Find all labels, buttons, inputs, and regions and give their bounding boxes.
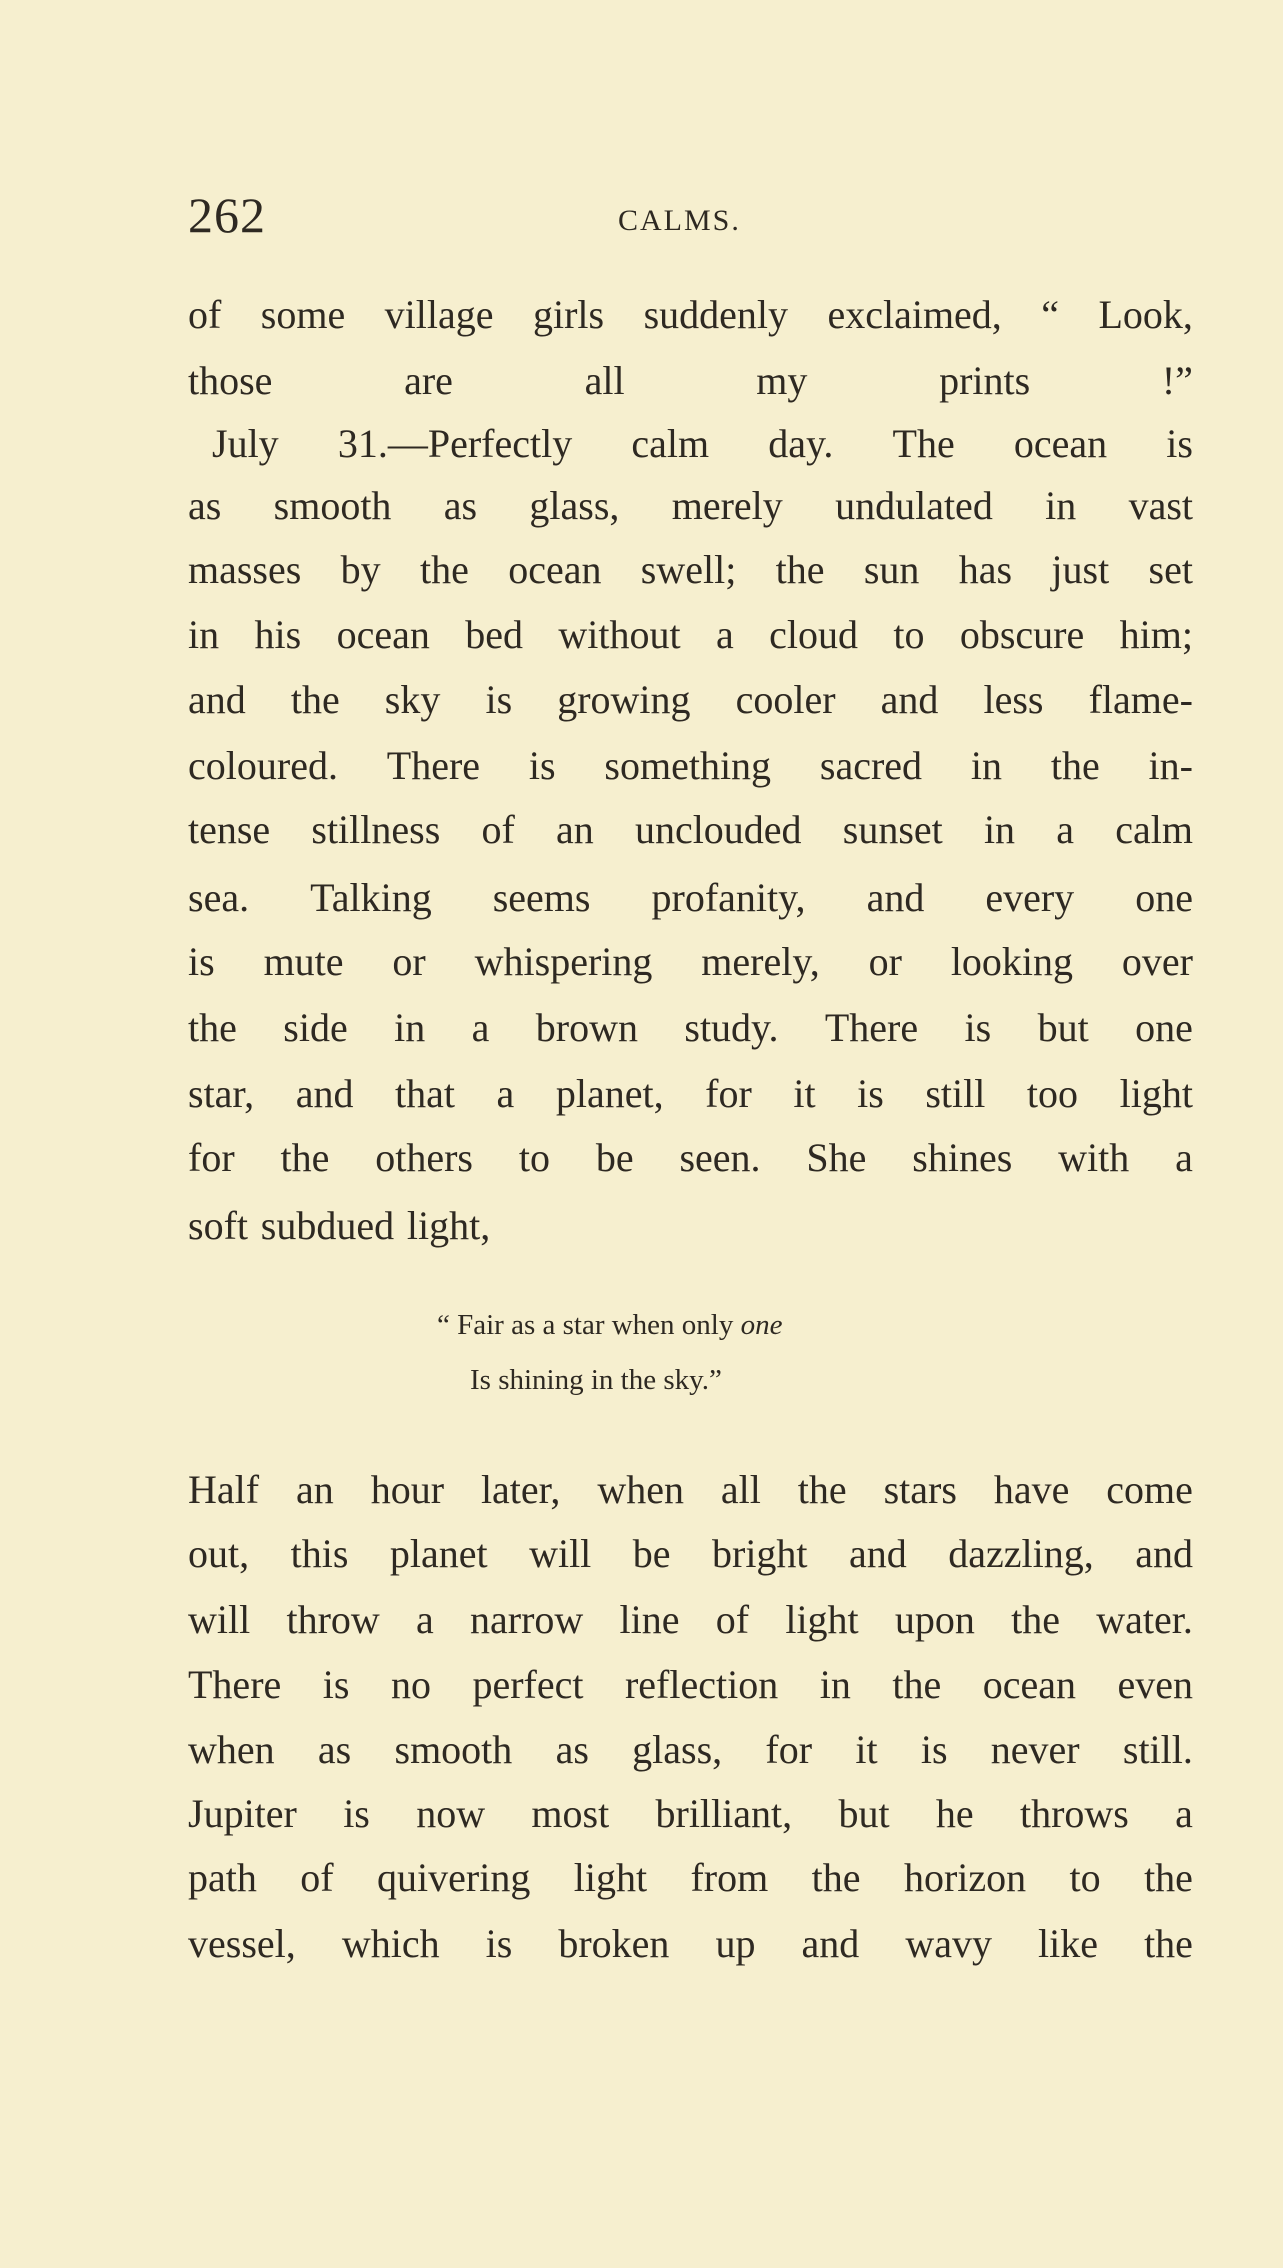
word: of [481,807,515,852]
word: be [595,1135,634,1180]
text-line [188,1460,1193,1520]
verse-emphasis: one [740,1309,783,1341]
word: the [280,1135,330,1180]
word: be [632,1531,671,1576]
word: suddenly [643,292,788,337]
text-line [188,736,1193,796]
word: the [188,1005,237,1050]
word: stillness [311,807,441,852]
text-line [188,1128,1193,1188]
word: line [619,1597,680,1642]
word: glass, [632,1727,723,1772]
word: There [824,1005,919,1050]
word: of [188,292,222,337]
word: ocean [1013,421,1108,466]
word: vessel, [188,1921,296,1966]
word: no [390,1662,431,1707]
text-line [188,476,1193,536]
word: dazzling, [948,1531,1094,1576]
word: ocean [982,1662,1076,1707]
word: tense [188,807,271,852]
word: up [715,1921,756,1966]
text-line [188,800,1193,860]
text-line [188,1524,1193,1584]
word: it [793,1071,816,1116]
word: him; [1119,612,1193,657]
word: seen. [679,1135,761,1180]
word: side [283,1005,348,1050]
word: is [1166,421,1193,466]
word: obscure [959,612,1085,657]
word: and [866,875,925,920]
word: the [1144,1921,1193,1966]
word: most [531,1791,610,1836]
word: every [985,875,1075,920]
word: There [188,1662,282,1707]
word: stars [883,1467,957,1512]
word: She [806,1135,867,1180]
word: is [322,1662,350,1707]
word: growing [557,677,691,722]
word: whispering [474,939,653,984]
text-line [188,932,1193,992]
word: sea. [188,875,250,920]
word: to [518,1135,550,1180]
word: with [1058,1135,1130,1180]
word: sun [863,547,920,592]
word: cloud [769,612,858,657]
text-line [188,414,1193,474]
word: and [1135,1531,1193,1576]
word: in [394,1005,426,1050]
word: and [188,677,246,722]
text-line [188,998,1193,1058]
word: light [1119,1071,1193,1116]
word: swell; [640,547,737,592]
word: the [1050,743,1100,788]
running-head: CALMS. [618,204,741,237]
word: as [317,1727,352,1772]
word: all [720,1467,761,1512]
word: calm [1115,807,1193,852]
word: star, [188,1071,255,1116]
word: is [964,1005,992,1050]
word: There [386,743,481,788]
word: planet, [555,1071,664,1116]
word: in [819,1662,851,1707]
word: one [1135,1005,1193,1050]
text-line [188,1590,1193,1650]
word: this [290,1531,349,1576]
word: masses [188,547,302,592]
word: the [1011,1597,1061,1642]
word: subdued [260,1203,395,1248]
word: study. [684,1005,779,1050]
word: one [1135,875,1193,920]
word: is [188,939,215,984]
word: some [260,292,346,337]
word: bed [465,612,523,657]
word: will [188,1597,251,1642]
word: is [920,1727,948,1772]
word: for [705,1071,752,1116]
word: or [868,939,902,984]
verse-line-2-text: Is shining in the sky.” [470,1364,722,1396]
word: seems [492,875,591,920]
word: and [295,1071,354,1116]
word: those [188,358,273,403]
verse-line-1 [437,1305,782,1345]
word: smooth [273,483,392,528]
word: as [555,1727,589,1772]
word: the [797,1467,847,1512]
word: looking [950,939,1074,984]
word: glass, [529,483,620,528]
word: in [970,743,1002,788]
word: The [892,421,955,466]
word: upon [894,1597,975,1642]
word: my [756,358,808,403]
word: coloured. [188,743,338,788]
text-line [188,1784,1193,1844]
text-line [188,540,1193,600]
word: the [775,547,825,592]
text-line [188,1914,1193,1974]
text-line [188,285,1193,345]
text-line [188,670,1193,730]
word: now [416,1791,486,1836]
word: a [1175,1791,1193,1836]
word: the [811,1855,861,1900]
word: in- [1148,743,1193,788]
word: !” [1161,358,1193,403]
word: of [715,1597,750,1642]
word: are [404,358,453,403]
word: in [983,807,1016,852]
word: brown [535,1005,638,1050]
word: path [188,1855,257,1900]
word: later, [480,1467,561,1512]
word: too [1026,1071,1079,1116]
word: water. [1096,1597,1193,1642]
word: shines [912,1135,1013,1180]
word: less [983,677,1044,722]
word: village [384,292,494,337]
page-header [188,187,1193,250]
word: broken [558,1921,670,1966]
word: a [1056,807,1075,852]
word: just [1051,547,1110,592]
word: wavy [905,1921,992,1966]
word: have [993,1467,1070,1512]
word: merely [671,483,783,528]
word: his [254,612,302,657]
word: quivering [377,1855,531,1900]
text-line [188,605,1193,665]
word: girls [532,292,605,337]
word: ocean [336,612,430,657]
word: is [857,1071,884,1116]
word: for [765,1727,813,1772]
word: a [496,1071,515,1116]
word: and [849,1531,907,1576]
word: an [296,1467,334,1512]
word: out, [188,1531,250,1576]
word: Jupiter [188,1791,297,1836]
word: ocean [508,547,602,592]
word: brilliant, [655,1791,793,1836]
word: but [838,1791,890,1836]
word: a [1175,1135,1193,1180]
word: something [604,743,772,788]
word: over [1121,939,1193,984]
word: Look, [1098,292,1193,337]
word: prints [939,358,1031,403]
word: which [341,1921,440,1966]
word: that [395,1071,455,1116]
text-line [188,1064,1193,1124]
word: the [419,547,469,592]
word: reflection [624,1662,779,1707]
word: by [340,547,381,592]
word: Half [188,1467,260,1512]
word: smooth [394,1727,513,1772]
word: will [529,1531,592,1576]
word: hour [370,1467,445,1512]
text-line [188,1655,1193,1715]
word: in [1045,483,1077,528]
word: horizon [903,1855,1027,1900]
word: sunset [842,807,943,852]
word: like [1038,1921,1099,1966]
text-line [188,868,1193,928]
text-line [188,1196,1193,1256]
word: is [528,743,556,788]
word: in [188,612,220,657]
verse-line-1-text: “ Fair as a star when only [437,1309,741,1341]
text-line [188,1720,1193,1780]
word: all [584,358,625,403]
text-line [188,351,1193,411]
word: to [893,612,925,657]
word: even [1117,1662,1193,1707]
word: vast [1128,483,1193,528]
word: calm [631,421,710,466]
word: he [935,1791,974,1836]
word: a [715,612,734,657]
page-number: 262 [188,187,266,243]
word: and [801,1921,860,1966]
word: a [471,1005,490,1050]
word: mute [263,939,344,984]
word: others [375,1135,473,1180]
word: has [958,547,1013,592]
word: an [555,807,594,852]
word: planet [389,1531,488,1576]
word: set [1148,547,1193,592]
word: the [290,677,340,722]
word: exclaimed, [827,292,1002,337]
word: as [443,483,478,528]
text-line [188,1848,1193,1908]
word: throw [286,1597,380,1642]
word: to [1069,1855,1101,1900]
word: a [416,1597,434,1642]
word: light [573,1855,648,1900]
word: for [188,1135,235,1180]
word: profanity, [651,875,806,920]
word: July [212,421,279,466]
word: perfect [472,1662,584,1707]
word: sky [384,677,441,722]
word: narrow [470,1597,584,1642]
word: is [485,1921,513,1966]
word: is [343,1791,370,1836]
word: and [880,677,939,722]
word: “ [1041,292,1060,337]
word: merely, [701,939,820,984]
word: cooler [735,677,836,722]
word: when [597,1467,684,1512]
word: day. [768,421,834,466]
word: still [925,1071,986,1116]
word: Talking [310,875,432,920]
word: or [392,939,426,984]
word: soft [188,1203,248,1248]
word: sacred [819,743,923,788]
word: but [1037,1005,1089,1050]
verse-line-2 [470,1360,722,1400]
word: throws [1019,1791,1129,1836]
word: flame- [1088,677,1193,722]
word: from [690,1855,769,1900]
word: bright [712,1531,808,1576]
word: is [485,677,513,722]
word: 31.—Perfectly [337,421,573,466]
word: the [1144,1855,1193,1900]
word: light [785,1597,859,1642]
word: without [558,612,681,657]
word: it [855,1727,878,1772]
word: the [892,1662,942,1707]
word: unclouded [634,807,802,852]
word: never [990,1727,1080,1772]
word: of [300,1855,334,1900]
word: as [188,483,222,528]
word: undulated [835,483,993,528]
word: when [188,1727,275,1772]
word: still. [1122,1727,1193,1772]
word: light, [406,1203,491,1248]
word: come [1106,1467,1193,1512]
